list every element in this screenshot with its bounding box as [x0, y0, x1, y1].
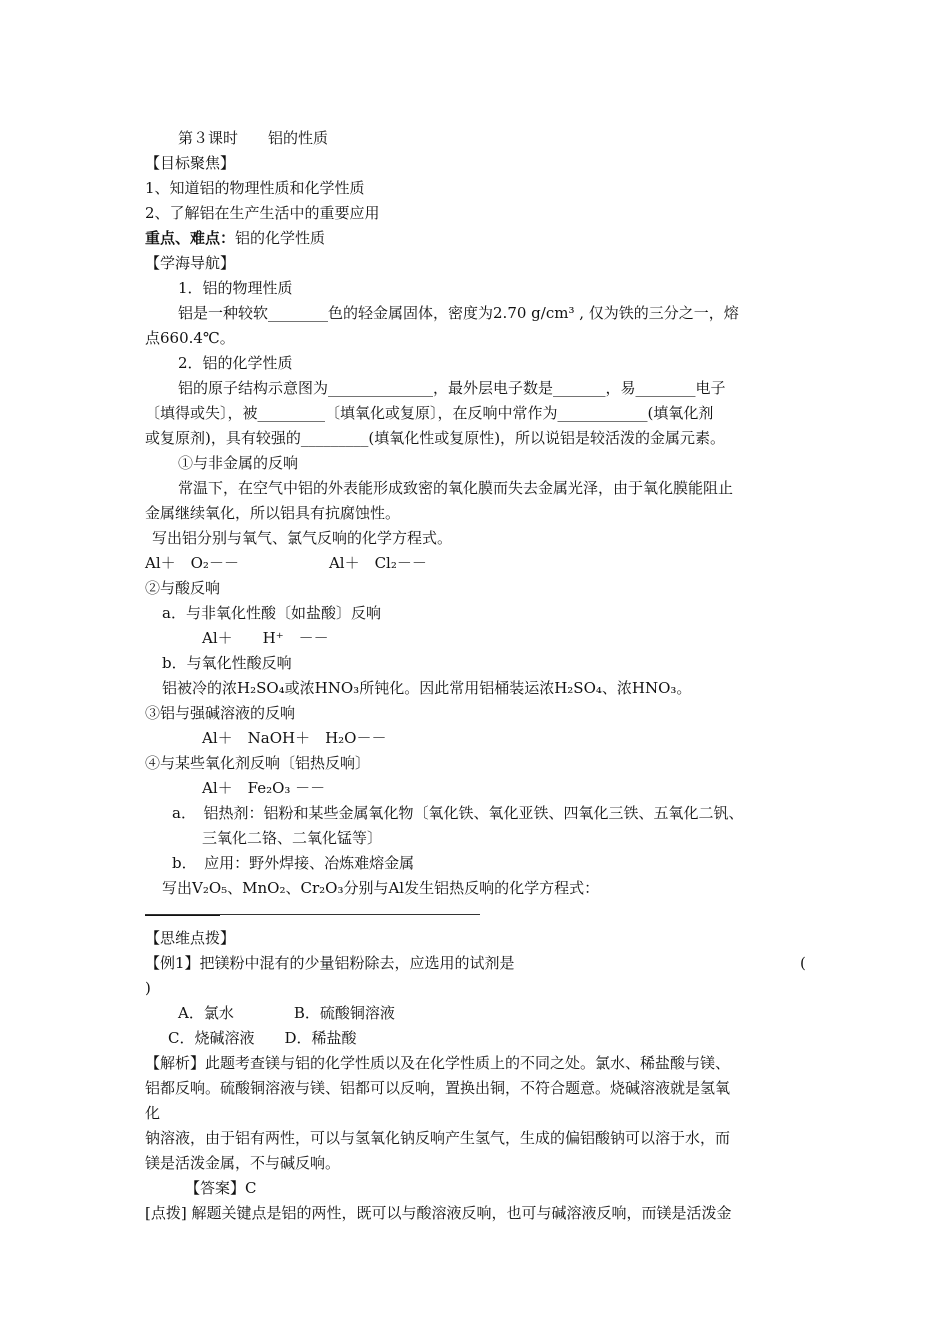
- answer-line-short: [145, 915, 220, 916]
- text-line: Al＋ H⁺ －－: [202, 629, 329, 647]
- text-line: C．烧碱溶液 D．稀盐酸: [168, 1029, 357, 1047]
- text-line: 金属继续氧化，所以铝具有抗腐蚀性。: [145, 504, 401, 522]
- text-line: [145, 228, 325, 250]
- text-line: 【解析】此题考查镁与铝的化学性质以及在化学性质上的不同之处。氯水、稀盐酸与镁、: [145, 1054, 731, 1072]
- text-line: ④与某些氧化剂反响〔铝热反响〕: [145, 754, 371, 772]
- text-line: ③铝与强碱溶液的反响: [145, 704, 296, 722]
- text-line: Al＋ O₂－－ Al＋ Cl₂－－: [145, 554, 427, 572]
- text-line: 〔填得或失〕，被_________〔填氧化或复原〕，在反响中常作为____________(填氧化剂: [145, 404, 714, 422]
- text-line: Al＋ NaOH＋ H₂O－－: [202, 729, 387, 747]
- text-line: a．与非氧化性酸〔如盐酸〕反响: [162, 604, 381, 622]
- text-line: 2、了解铝在生产生活中的重要应用: [145, 204, 380, 222]
- text-line: 铝是一种较软________色的轻金属固体，密度为2.70 g/cm³ , 仅为铁的三分之一，熔: [178, 304, 739, 322]
- text-line: [点拨] 解题关键点是铝的两性，既可以与酸溶液反响，也可与碱溶液反响，而镁是活泼金: [145, 1204, 732, 1222]
- text-line: 写出V₂O₅、MnO₂、Cr₂O₃分别与Al发生铝热反响的化学方程式：: [162, 879, 600, 897]
- text-line: ①与非金属的反响: [178, 454, 299, 472]
- text-line: ): [145, 979, 151, 997]
- text-line: b．与氧化性酸反响: [162, 654, 292, 672]
- text-line: 第３课时 铝的性质: [178, 129, 329, 147]
- text-line: b． 应用：野外焊接、冶炼难熔金属: [172, 854, 415, 872]
- text-line: a． 铝热剂：铝粉和某些金属氧化物〔氧化铁、氧化亚铁、四氧化三铁、五氧化二钒、: [172, 804, 744, 822]
- text-line: 铝都反响。硫酸铜溶液与镁、铝都可以反响，置换出铜，不符合题意。烧碱溶液就是氢氧: [145, 1079, 731, 1097]
- text-line: 1．铝的物理性质: [178, 279, 293, 297]
- text-line: 【目标聚焦】: [145, 154, 236, 172]
- text-line: 写出铝分别与氧气、氯气反响的化学方程式。: [152, 529, 453, 547]
- text-line: 【例1】把镁粉中混有的少量铝粉除去，应选用的试剂是: [145, 954, 515, 972]
- text-line: 钠溶液，由于铝有两性，可以与氢氧化钠反响产生氢气，生成的偏铝酸钠可以溶于水，而: [145, 1129, 731, 1147]
- text-line: 2．铝的化学性质: [178, 354, 293, 372]
- text-line: 镁是活泼金属，不与碱反响。: [145, 1154, 341, 1172]
- text-line: ②与酸反响: [145, 579, 221, 597]
- text-line: Al＋ Fe₂O₃ －－: [202, 779, 326, 797]
- text-line: (: [800, 954, 806, 972]
- text-line: 或复原剂)，具有较强的_________(填氧化性或复原性)，所以说铝是较活泼的金属元素。: [145, 429, 726, 447]
- text-line: 1、知道铝的物理性质和化学性质: [145, 179, 365, 197]
- label-value: 铝的化学性质: [235, 229, 326, 247]
- text-line: 三氧化二铬、二氧化锰等〕: [202, 829, 383, 847]
- text-line: 【学海导航】: [145, 254, 236, 272]
- text-line: 常温下，在空气中铝的外表能形成致密的氧化膜而失去金属光泽，由于氧化膜能阻止: [178, 479, 734, 497]
- text-line: 【思维点拨】: [145, 929, 236, 947]
- text-line: 铝的原子结构示意图为______________，最外层电子数是_______，易________电子: [178, 379, 726, 397]
- text-line: 【答案】C: [185, 1179, 257, 1197]
- text-line: 点660.4℃。: [145, 329, 235, 347]
- text-line: 铝被冷的浓H₂SO₄或浓HNO₃所钝化。因此常用铝桶装运浓H₂SO₄、浓HNO₃。: [162, 679, 692, 697]
- text-line: A．氯水 B．硫酸铜溶液: [178, 1004, 395, 1022]
- text-line: 化: [145, 1104, 161, 1122]
- bold-label: 重点、难点：: [145, 229, 236, 247]
